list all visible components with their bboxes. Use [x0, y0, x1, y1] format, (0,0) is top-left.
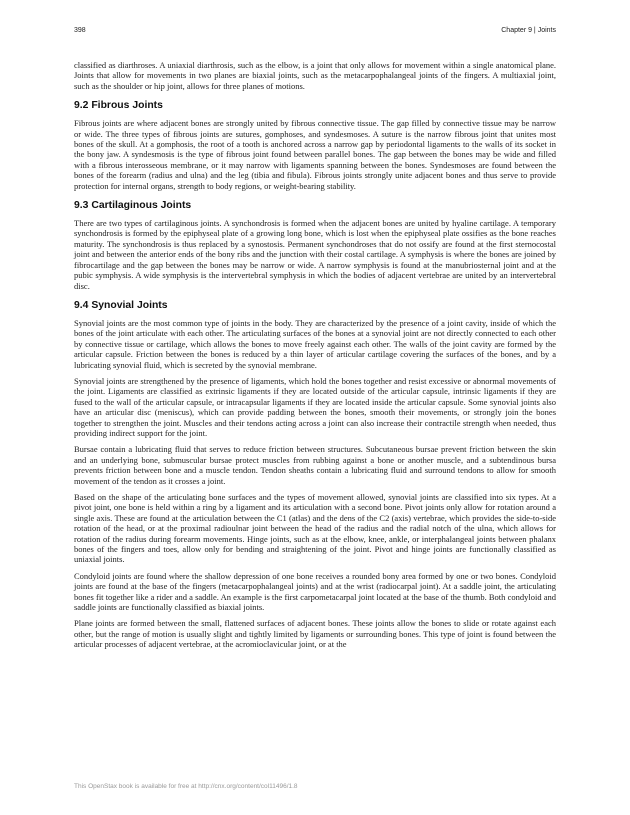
chapter-title: Chapter 9 | Joints — [501, 27, 556, 34]
section-heading-fibrous: 9.2 Fibrous Joints — [74, 100, 163, 112]
page-content — [74, 60, 556, 656]
body-paragraph: Based on the shape of the articulating bone surfaces and the types of movement allowed, synovial joints are classified into six types. At a pivot joint, one bone is held within a ring by a ligament and its articulation with a second bone. Pivot joints only allow for rotation around a single axis. These are found at the articulation between the C1 (atlas) and the dens of the C2 (axis) vertebrae, which provides the side-to-side rotation of the head, or at the proximal radioulnar joint between the head of the radius and the radial notch of the ulna, which allows for rotation of the radius during forearm movements. Hinge joints, such as at the elbow, knee, ankle, or interphalangeal joints between phalanx bones of the fingers and toes, allow only for bending and straightening of the joint. Pivot and hinge joints are functionally classified as uniaxial joints. — [74, 492, 556, 565]
running-header — [74, 27, 556, 34]
section-heading-synovial: 9.4 Synovial Joints — [74, 299, 168, 311]
body-paragraph: Fibrous joints are where adjacent bones are strongly united by fibrous connective tissue. The gap filled by connective tissue may be narrow or wide. The three types of fibrous joints are sutures, gomphoses, and syndesmoses. A suture is the narrow fibrous joint that unites most bones of the skull. At a gomphosis, the root of a tooth is anchored across a narrow gap by periodontal ligaments to the walls of its socket in the bony jaw. A syndesmosis is the type of fibrous joint found between parallel bones. The gap between the bones may be wide and filled with a fibrous interosseous membrane, or it may narrow with ligaments spanning between the bones. Syndesmoses are found between the bones of the forearm (radius and ulna) and the leg (tibia and fibula). Fibrous joints strongly unite adjacent bones and thus serve to provide protection for internal organs, strength to body regions, or weight-bearing stability. — [74, 118, 556, 191]
body-paragraph: Bursae contain a lubricating fluid that serves to reduce friction between structures. Subcutaneous bursae prevent friction between the skin and an underlying bone, submuscular bursae protect muscles from rubbing against a bone or another muscle, and a subtendinous bursa prevents friction between bone and a muscle tendon. Tendon sheaths contain a lubricating fluid and surround tendons to allow for smooth movement of the tendon as it crosses a joint. — [74, 444, 556, 486]
body-paragraph: There are two types of cartilaginous joints. A synchondrosis is formed when the adjacent bones are united by hyaline cartilage. A temporary synchondrosis is formed by the epiphyseal plate of a growing long bone, which is lost when the epiphyseal plate ossifies as the bone reaches maturity. The synchondrosis is thus replaced by a synostosis. Permanent synchondroses that do not ossify are found at the first sternocostal joint and between the anterior ends of the bony ribs and the junction with their costal cartilage. A symphysis is where the bones are joined by fibrocartilage and the gap between the bones may be narrow or wide. A narrow symphysis is found at the manubriosternal joint and at the pubic symphysis. A wide symphysis is the intervertebral symphysis in which the bodies of adjacent vertebrae are united by an intervertebral disc. — [74, 218, 556, 291]
body-paragraph: Synovial joints are the most common type of joints in the body. They are characterized by the presence of a joint cavity, inside of which the bones of the joint articulate with each other. The articulating surfaces of the bones at a synovial joint are not directly connected to each other by connective tissue or cartilage, which allows the bones to move freely against each other. The walls of the joint cavity are formed by the articular capsule. Friction between the bones is reduced by a thin layer of articular cartilage covering the surfaces of the bones, and by a lubricating synovial fluid, which is secreted by the synovial membrane. — [74, 317, 556, 370]
body-paragraph: Plane joints are formed between the small, flattened surfaces of adjacent bones. These joints allow the bones to slide or rotate against each other, but the range of motion is usually slight and tightly limited by ligaments or surrounding bones. This type of joint is found between the articular processes of adjacent vertebrae, at the acromioclavicular joint, or at the — [74, 618, 556, 650]
footer-note: This OpenStax book is available for free at http://cnx.org/content/col11496/1.8 — [74, 783, 298, 790]
page-number: 398 — [74, 27, 86, 34]
body-paragraph: Condyloid joints are found where the shallow depression of one bone receives a rounded bony area formed by one or two bones. Condyloid joints are found at the base of the fingers (metacarpophalangeal joints) and at the wrist (radiocarpal joint). At a saddle joint, the articulating bones fit together like a rider and a saddle. An example is the first carpometacarpal joint located at the base of the thumb. Both condyloid and saddle joints are functionally classified as biaxial joints. — [74, 570, 556, 613]
body-paragraph: Synovial joints are strengthened by the presence of ligaments, which hold the bones together and resist excessive or abnormal movements of the joint. Ligaments are classified as extrinsic ligaments if they are located outside of the articular capsule, intrinsic ligaments if they are fused to the wall of the articular capsule, or intracapsular ligaments if they are located inside the articular capsule. Some synovial joints also have an articular disc (meniscus), which can provide padding between the bones, smooth their movements, or strongly join the bones together to strengthen the joint. Muscles and their tendons acting across a joint can also increase their contractile strength when needed, thus providing indirect support for the joint. — [74, 375, 556, 438]
section-heading-cartilaginous: 9.3 Cartilaginous Joints — [74, 200, 192, 212]
intro-paragraph: classified as diarthroses. A uniaxial diarthrosis, such as the elbow, is a joint that only allows for movement within a single anatomical plane. Joints that allow for movements in two planes are biaxial joints, such as the metacarpophalangeal joints of the fingers. A multiaxial joint, such as the shoulder or hip joint, allows for three planes of motions. — [74, 60, 556, 91]
